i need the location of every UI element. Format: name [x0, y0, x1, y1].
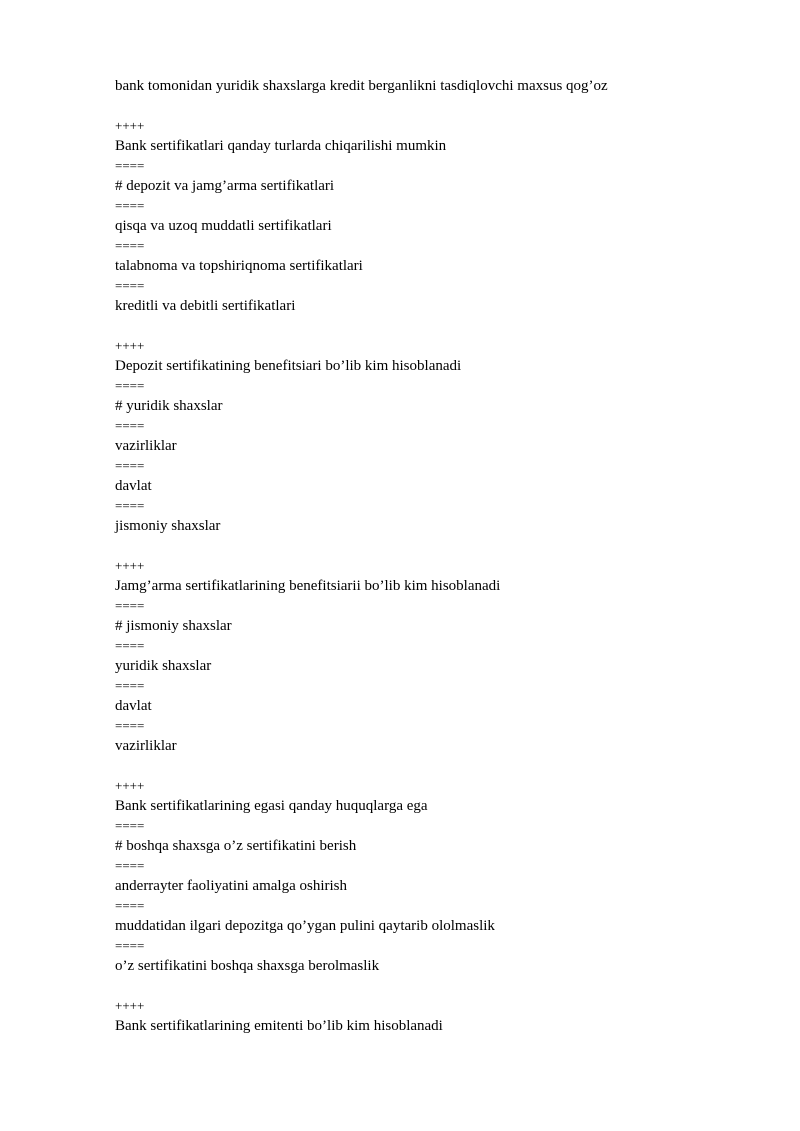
option-separator: ==== — [115, 458, 145, 473]
option-text: anderrayter faoliyatini amalga oshirish — [115, 878, 347, 894]
blank-line — [115, 96, 735, 116]
question-marker: ++++ — [115, 558, 145, 573]
question-text: Bank sertifikatlarining emitenti bo’lib kim hisoblanadi — [115, 1018, 443, 1034]
question-marker: ++++ — [115, 778, 145, 793]
question-marker: ++++ — [115, 118, 145, 133]
option-separator: ==== — [115, 198, 145, 213]
question-text: Bank sertifikatlari qanday turlarda chiqarilishi mumkin — [115, 138, 447, 154]
option-separator: ==== — [115, 938, 145, 953]
option-text: yuridik shaxslar — [115, 658, 212, 674]
option-text: # depozit va jamg’arma sertifikatlari — [115, 178, 335, 194]
option-text: davlat — [115, 698, 152, 714]
option-separator: ==== — [115, 818, 145, 833]
option-text: vazirliklar — [115, 438, 177, 454]
option-text: kreditli va debitli sertifikatlari — [115, 298, 296, 314]
option-text: talabnoma va topshiriqnoma sertifikatlari — [115, 258, 363, 274]
blank-line — [115, 976, 735, 996]
option-separator: ==== — [115, 718, 145, 733]
option-text: qisqa va uzoq muddatli sertifikatlari — [115, 218, 332, 234]
option-separator: ==== — [115, 678, 145, 693]
blank-line — [115, 756, 735, 776]
question-text: Depozit sertifikatining benefitsiari bo’lib kim hisoblanadi — [115, 358, 462, 374]
document-content — [115, 76, 735, 1036]
option-separator: ==== — [115, 498, 145, 513]
question-marker: ++++ — [115, 998, 145, 1013]
question-text: Bank sertifikatlarining egasi qanday huquqlarga ega — [115, 798, 428, 814]
question-marker: ++++ — [115, 338, 145, 353]
option-separator: ==== — [115, 638, 145, 653]
option-separator: ==== — [115, 418, 145, 433]
option-text: vazirliklar — [115, 738, 177, 754]
option-separator: ==== — [115, 898, 145, 913]
option-text: # yuridik shaxslar — [115, 398, 223, 414]
blank-line — [115, 536, 735, 556]
option-separator: ==== — [115, 598, 145, 613]
option-text: o’z sertifikatini boshqa shaxsga berolmaslik — [115, 958, 380, 974]
option-text: jismoniy shaxslar — [115, 518, 221, 534]
option-text: muddatidan ilgari depozitga qo’ygan pulini qaytarib ololmaslik — [115, 918, 495, 934]
option-separator: ==== — [115, 278, 145, 293]
blank-line — [115, 316, 735, 336]
intro-text: bank tomonidan yuridik shaxslarga kredit berganlikni tasdiqlovchi maxsus qog’oz — [115, 78, 608, 94]
option-separator: ==== — [115, 158, 145, 173]
option-separator: ==== — [115, 238, 145, 253]
option-text: # boshqa shaxsga o’z sertifikatini berish — [115, 838, 357, 854]
option-separator: ==== — [115, 858, 145, 873]
option-separator: ==== — [115, 378, 145, 393]
option-text: davlat — [115, 478, 152, 494]
question-text: Jamg’arma sertifikatlarining benefitsiarii bo’lib kim hisoblanadi — [115, 578, 501, 594]
option-text: # jismoniy shaxslar — [115, 618, 232, 634]
